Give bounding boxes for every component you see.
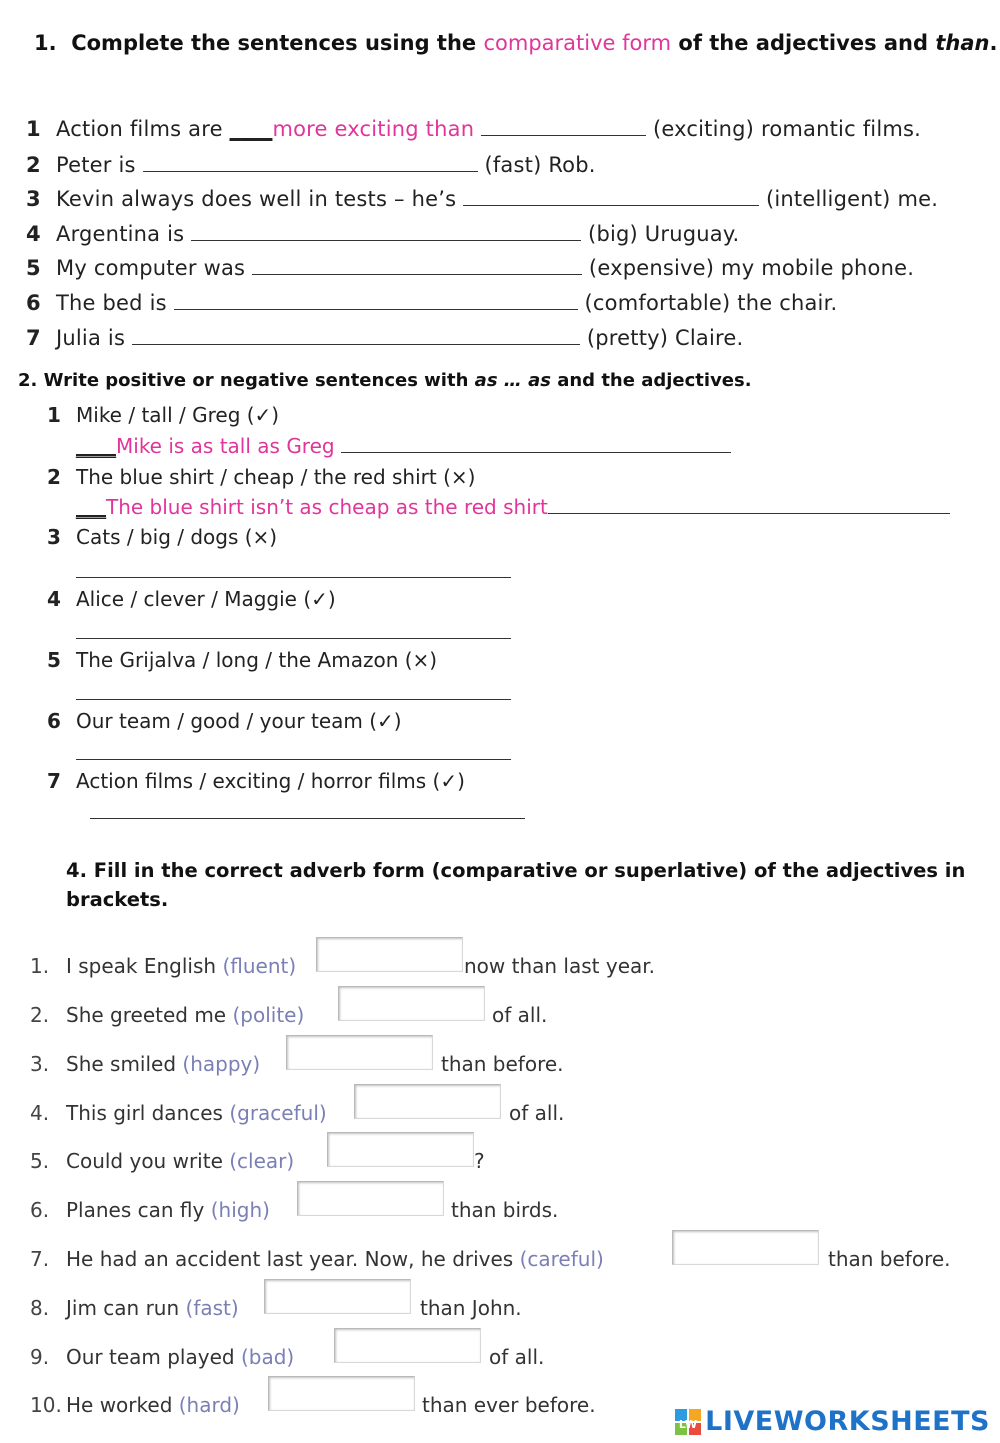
s4-after-7: than before.	[828, 1247, 951, 1271]
s2-item-2: 2 The blue shirt / cheap / the red shirt (×)	[47, 465, 476, 489]
s2-answer-row-2[interactable]: ___The blue shirt isn’t as cheap as the red shirt	[76, 495, 950, 519]
s1-item-7: 7 Julia is (pretty) Claire.	[26, 326, 744, 350]
s4-after-5: ?	[474, 1149, 485, 1173]
s2-item-5: 5 The Grijalva / long / the Amazon (×)	[47, 648, 438, 672]
s1-item-2: 2 Peter is (fast) Rob.	[26, 153, 596, 177]
s4-answer-box-5[interactable]	[327, 1132, 474, 1167]
s2-item-1: 1 Mike / tall / Greg (✓)	[47, 403, 280, 427]
section1-heading: 1. Complete the sentences using the comparative form of the adjectives and than.	[34, 31, 998, 55]
s4-item-1: 1. I speak English (fluent)	[30, 954, 297, 978]
s4-hint-5: (clear)	[229, 1149, 295, 1173]
s2-item-7: 7 Action films / exciting / horror films (✓)	[47, 769, 465, 793]
s4-item-10: 10. He worked (hard)	[30, 1393, 240, 1417]
s4-item-2: 2. She greeted me (polite)	[30, 1003, 305, 1027]
s4-answer-box-7[interactable]	[672, 1230, 819, 1265]
s1-blank-6[interactable]	[174, 291, 578, 310]
s4-after-1: now than last year.	[464, 954, 656, 978]
s1-answer-1[interactable]: more exciting than	[272, 117, 475, 141]
s4-item-7: 7. He had an accident last year. Now, he drives (careful)	[30, 1247, 604, 1271]
s1-item-1: 1 Action films are ____more exciting than (exciting) romantic films.	[26, 117, 922, 141]
heading-highlight: comparative form	[483, 31, 672, 55]
s2-answer-2: The blue shirt isn’t as cheap as the red shirt	[106, 495, 548, 519]
s1-blank-4[interactable]	[191, 222, 581, 241]
s1-blank-5[interactable]	[252, 256, 582, 275]
s4-item-6: 6. Planes can fly (high)	[30, 1198, 270, 1222]
s2-item-3: 3 Cats / big / dogs (×)	[47, 525, 278, 549]
s2-blank-3[interactable]	[76, 577, 511, 578]
s4-item-9: 9. Our team played (bad)	[30, 1345, 295, 1369]
s4-answer-box-3[interactable]	[286, 1035, 433, 1070]
s2-blank-5[interactable]	[76, 699, 511, 700]
s2-item-4: 4 Alice / clever / Maggie (✓)	[47, 587, 336, 611]
s2-blank-6[interactable]	[76, 759, 511, 760]
s4-after-4: of all.	[509, 1101, 565, 1125]
s1-item-4: 4 Argentina is (big) Uruguay.	[26, 222, 740, 246]
s4-hint-9: (bad)	[240, 1345, 295, 1369]
s2-item-6: 6 Our team / good / your team (✓)	[47, 709, 402, 733]
s2-answer-row-1[interactable]: ____Mike is as tall as Greg	[76, 434, 731, 458]
s1-blank-1[interactable]	[481, 117, 646, 136]
s4-answer-box-2[interactable]	[338, 986, 485, 1021]
section2-heading: 2. Write positive or negative sentences with as … as and the adjectives.	[18, 370, 752, 391]
s4-item-4: 4. This girl dances (graceful)	[30, 1101, 327, 1125]
s4-hint-2: (polite)	[232, 1003, 305, 1027]
s4-after-2: of all.	[492, 1003, 548, 1027]
s4-hint-10: (hard)	[178, 1393, 240, 1417]
s4-answer-box-4[interactable]	[354, 1084, 501, 1119]
s4-after-10: than ever before.	[422, 1393, 596, 1417]
s4-hint-8: (fast)	[185, 1296, 239, 1320]
s1-item-5: 5 My computer was (expensive) my mobile phone.	[26, 256, 915, 280]
s4-hint-4: (graceful)	[229, 1101, 327, 1125]
s1-blank-7[interactable]	[132, 326, 580, 345]
s2-answer-1: Mike is as tall as Greg	[116, 434, 341, 458]
s1-item-6: 6 The bed is (comfortable) the chair.	[26, 291, 838, 315]
s4-answer-box-8[interactable]	[264, 1279, 411, 1314]
s4-hint-6: (high)	[210, 1198, 270, 1222]
s4-after-9: of all.	[489, 1345, 545, 1369]
s4-after-8: than John.	[420, 1296, 522, 1320]
section4-heading-line1: 4. Fill in the correct adverb form (comparative or superlative) of the adjectives in	[66, 859, 966, 882]
s4-answer-box-10[interactable]	[268, 1376, 415, 1411]
section1-number: 1.	[34, 31, 57, 55]
s4-hint-3: (happy)	[182, 1052, 261, 1076]
s4-after-3: than before.	[441, 1052, 564, 1076]
s4-hint-7: (careful)	[519, 1247, 604, 1271]
s4-item-5: 5. Could you write (clear)	[30, 1149, 295, 1173]
s4-after-6: than birds.	[451, 1198, 559, 1222]
s4-item-8: 8. Jim can run (fast)	[30, 1296, 239, 1320]
s1-item-3: 3 Kevin always does well in tests – he’s (intelligent) me.	[26, 187, 939, 211]
s1-blank-3[interactable]	[463, 187, 759, 206]
s4-answer-box-9[interactable]	[334, 1328, 481, 1363]
svg-text:LW: LW	[679, 1417, 698, 1431]
section4-heading-line2: brackets.	[66, 888, 169, 911]
s2-blank-4[interactable]	[76, 638, 511, 639]
s4-hint-1: (fluent)	[222, 954, 297, 978]
s4-answer-box-6[interactable]	[297, 1181, 444, 1216]
s1-blank-2[interactable]	[143, 153, 478, 172]
s4-answer-box-1[interactable]	[316, 937, 463, 972]
s4-item-3: 3. She smiled (happy)	[30, 1052, 261, 1076]
liveworksheets-logo-text: LIVEWORKSHEETS	[705, 1406, 990, 1437]
liveworksheets-logo[interactable]	[675, 1406, 990, 1437]
liveworksheets-logo-icon	[675, 1409, 701, 1435]
s2-blank-7[interactable]	[90, 818, 525, 819]
